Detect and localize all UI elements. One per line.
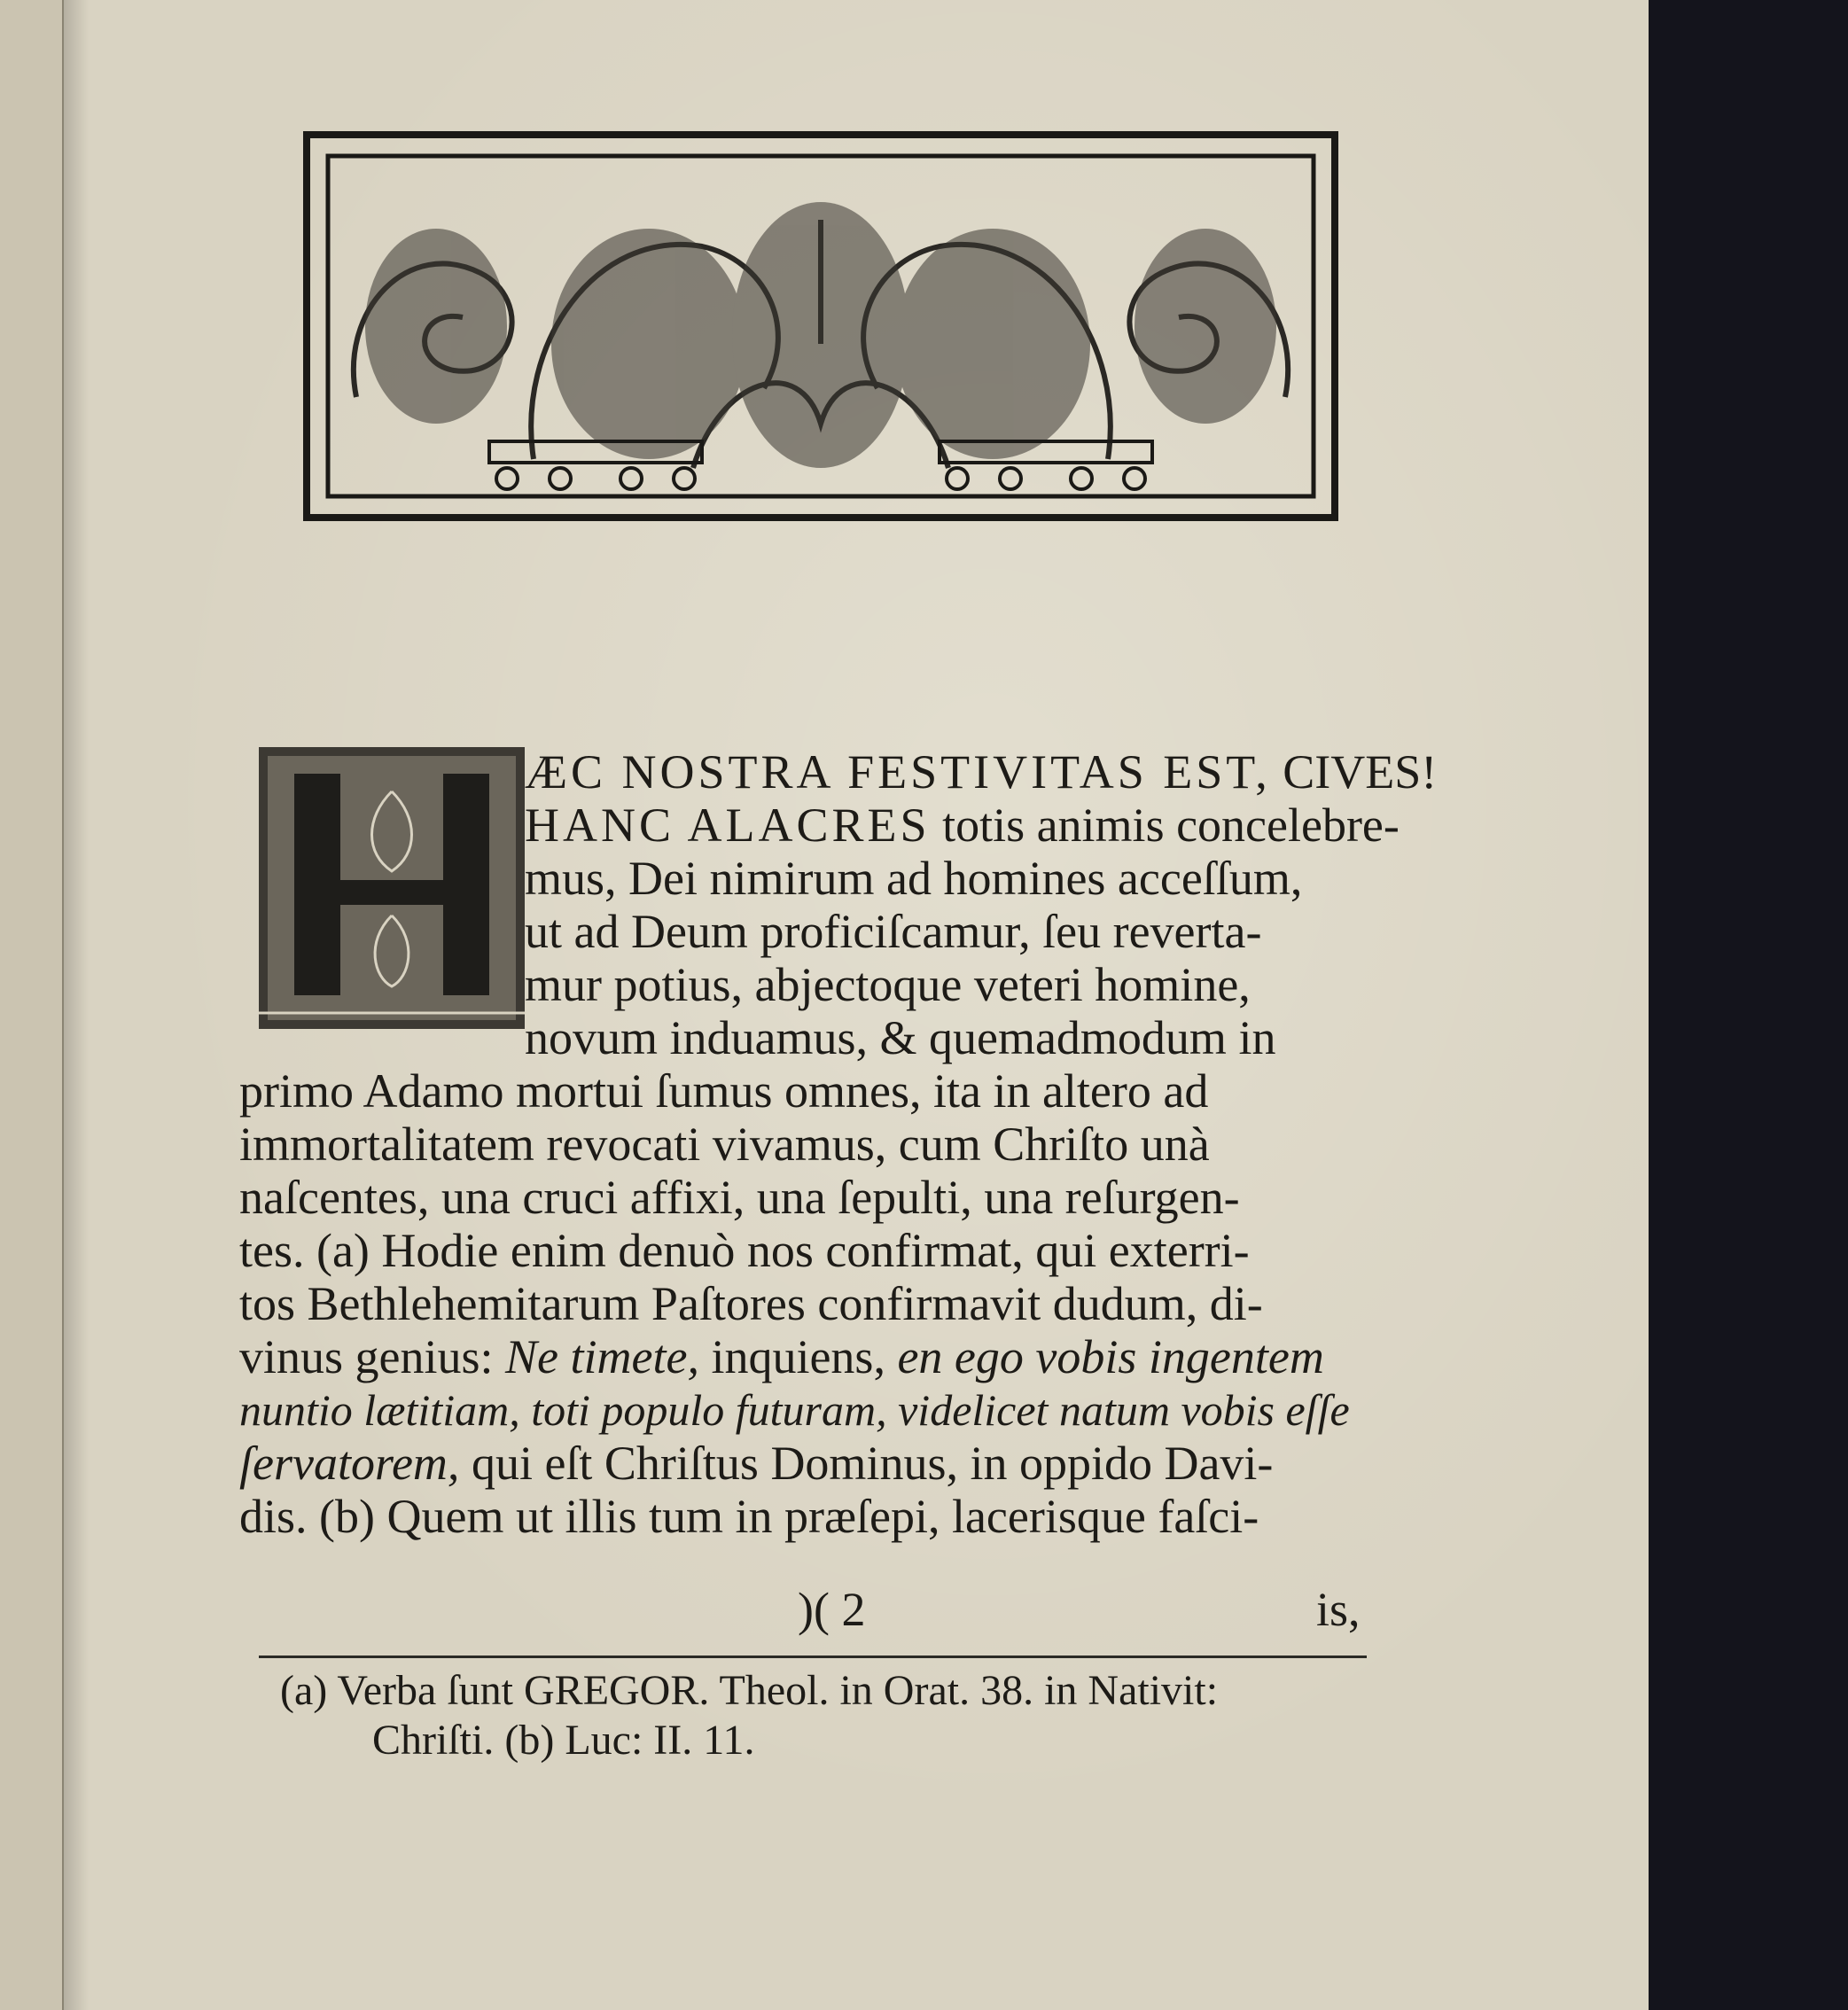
decorated-initial-h [259,747,525,1029]
catchword: is, [1316,1583,1361,1636]
text-line: primo Adamo mortui ſumus omnes, ita in altero ad [239,1064,1209,1118]
facing-page-edge [0,0,64,2010]
footnote-line: Chriſti. (b) Luc: II. 11. [372,1717,755,1764]
signature-mark: )( 2 [798,1583,866,1636]
text-line: tos Bethlehemitarum Paſtores confirmavit dudum, di- [239,1277,1263,1330]
footnote-line: (a) Verba ſunt GREGOR. Theol. in Orat. 38. in Nativit: [280,1667,1219,1714]
text-line: HANC ALACRES totis animis concelebre- [525,799,1400,852]
text-line: mur potius, abjectoque veteri homine, [525,958,1251,1011]
text-line: ÆC NOSTRA FESTIVITAS EST, CIVES! [525,745,1438,799]
text-line: dis. (b) Quem ut illis tum in præſepi, lacerisque faſci- [239,1490,1259,1543]
text-line: tes. (a) Hodie enim denuò nos confirmat, qui exterri- [239,1224,1250,1277]
text-line: naſcentes, una cruci affixi, una ſepulti, una reſurgen- [239,1171,1240,1224]
footnote-rule [259,1656,1367,1658]
text-line: immortalitatem revocati vivamus, cum Chriſto unà [239,1118,1210,1171]
ornamental-headpiece [303,131,1338,521]
text-line: nuntio lætitiam, toti populo futuram, videlicet natum vobis eſſe [239,1385,1350,1435]
text-line: vinus genius: Ne timete, inquiens, en ego vobis ingentem [239,1330,1324,1383]
text-line: ſervatorem, qui eſt Chriſtus Dominus, in oppido Davi- [239,1437,1274,1490]
text-line: mus, Dei nimirum ad homines acceſſum, [525,852,1303,905]
text-line: novum induamus, & quemadmodum in [525,1011,1276,1064]
page-gutter-shadow [62,0,89,2010]
text-line: ut ad Deum proficiſcamur, ſeu reverta- [525,905,1262,958]
